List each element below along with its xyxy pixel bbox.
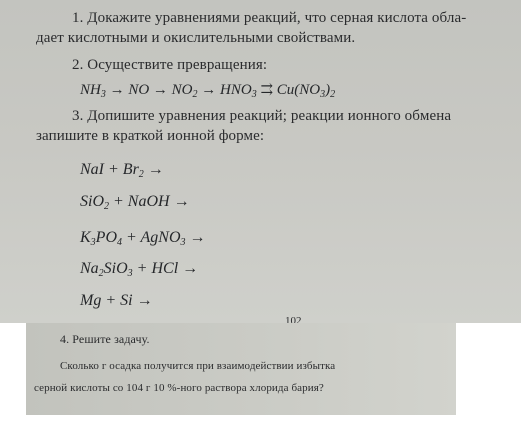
task1-line2: дает кислотными и окислительными свойствами. xyxy=(36,30,356,46)
task2-title: 2. Осуществите превращения: xyxy=(72,57,268,73)
task3-line1: 3. Допишите уравнения реакций; реакции ионного обмена xyxy=(72,108,452,124)
equation-3: $K_3PO_4$ + AgNO$_3$ → xyxy=(80,229,206,248)
task4-line1: Сколько г осадка получится при взаимодействии избытка xyxy=(60,360,336,372)
equation-5: Mg + Si → xyxy=(80,292,153,309)
task1-line1: 1. Докажите уравнениями реакций, что серная кислота обла- xyxy=(72,10,467,26)
task4-title: 4. Решите задачу. xyxy=(60,332,150,346)
task2-transformation-chain: $NH_3$ → NO → $NO_2 \to HNO_3$ ⇉ $Cu(NO_3)_2$ xyxy=(80,82,336,100)
equation-2: SiO$_2$ + NaOH → xyxy=(80,193,190,212)
page-number: 102 xyxy=(285,315,302,323)
textbook-photo-bottom xyxy=(26,323,456,415)
equation-4: $Na_2SiO_3$ + HCl → xyxy=(80,260,199,279)
task3-line2: запишите в краткой ионной форме: xyxy=(36,128,265,144)
task4-line2: серной кислоты со 104 г 10 %-ного раствора хлорида бария? xyxy=(34,382,324,394)
equation-1: NaI + $Br_2$ → xyxy=(80,161,164,180)
